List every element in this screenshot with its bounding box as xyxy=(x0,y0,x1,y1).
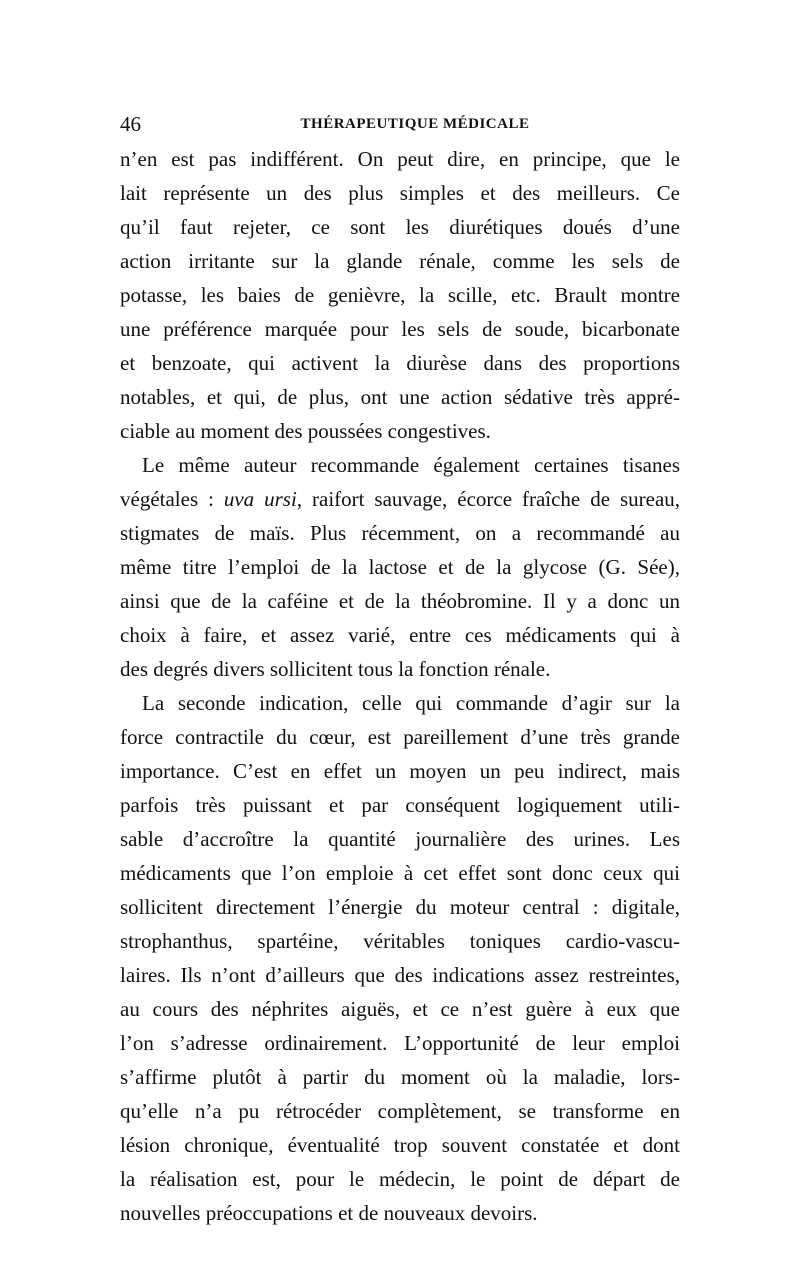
text-line: choix à faire, et assez varié, entre ces médicaments qui à xyxy=(120,623,680,647)
text-line: ciable au moment des poussées congestives. xyxy=(120,419,491,443)
text-line: ainsi que de la caféine et de la théobromine. Il y a donc un xyxy=(120,589,680,613)
text-line: s’affirme plutôt à partir du moment où la maladie, lors- xyxy=(120,1065,680,1089)
text-line: laires. Ils n’ont d’ailleurs que des indications assez restreintes, xyxy=(120,963,680,987)
text-line: sollicitent directement l’énergie du moteur central : digitale, xyxy=(120,895,680,919)
text-line: potasse, les baies de genièvre, la scille, etc. Brault montre xyxy=(120,283,680,307)
body-text xyxy=(120,142,680,1230)
text-line: sable d’accroître la quantité journalière des urines. Les xyxy=(120,827,680,851)
text-line: Le même auteur recommande également certaines tisanes xyxy=(142,453,680,477)
text-line: importance. C’est en effet un moyen un peu indirect, mais xyxy=(120,759,680,783)
text-line: même titre l’emploi de la lactose et de la glycose (G. Sée), xyxy=(120,555,680,579)
text-line: nouvelles préoccupations et de nouveaux devoirs. xyxy=(120,1201,538,1225)
text-line: au cours des néphrites aiguës, et ce n’est guère à eux que xyxy=(120,997,680,1021)
italic-term: uva ursi xyxy=(223,487,297,511)
text-line: parfois très puissant et par conséquent logiquement utili- xyxy=(120,793,680,817)
text-line: qu’il faut rejeter, ce sont les diurétiques doués d’une xyxy=(120,215,680,239)
text-line: des degrés divers sollicitent tous la fonction rénale. xyxy=(120,657,551,681)
text-line: et benzoate, qui activent la diurèse dans des proportions xyxy=(120,351,680,375)
text-line: n’en est pas indifférent. On peut dire, en principe, que le xyxy=(120,147,680,171)
text-line: l’on s’adresse ordinairement. L’opportunité de leur emploi xyxy=(120,1031,680,1055)
text-line: notables, et qui, de plus, ont une action sédative très appré- xyxy=(120,385,680,409)
text-line: végétales : uva ursi, raifort sauvage, écorce fraîche de sureau, xyxy=(120,487,681,511)
text-line: force contractile du cœur, est pareillement d’une très grande xyxy=(120,725,680,749)
paragraph xyxy=(120,142,680,448)
text-line: La seconde indication, celle qui commande d’agir sur la xyxy=(142,691,680,715)
text-line: action irritante sur la glande rénale, comme les sels de xyxy=(120,249,680,273)
text-line: qu’elle n’a pu rétrocéder complètement, se transforme en xyxy=(120,1099,680,1123)
running-head: THÉRAPEUTIQUE MÉDICALE xyxy=(300,116,530,132)
text-line: lésion chronique, éventualité trop souvent constatée et dont xyxy=(120,1133,680,1157)
text-line: stigmates de maïs. Plus récemment, on a recommandé au xyxy=(120,521,680,545)
page-header xyxy=(120,112,680,142)
paragraph xyxy=(120,686,680,1230)
page-number: 46 xyxy=(120,112,141,136)
text-line: la réalisation est, pour le médecin, le point de départ de xyxy=(120,1167,680,1191)
paragraph xyxy=(120,448,680,686)
text-line: lait représente un des plus simples et des meilleurs. Ce xyxy=(120,181,680,205)
text-line: strophanthus, spartéine, véritables toniques cardio-vascu- xyxy=(120,929,680,953)
text-line: une préférence marquée pour les sels de soude, bicarbonate xyxy=(120,317,680,341)
text-line: médicaments que l’on emploie à cet effet sont donc ceux qui xyxy=(120,861,680,885)
